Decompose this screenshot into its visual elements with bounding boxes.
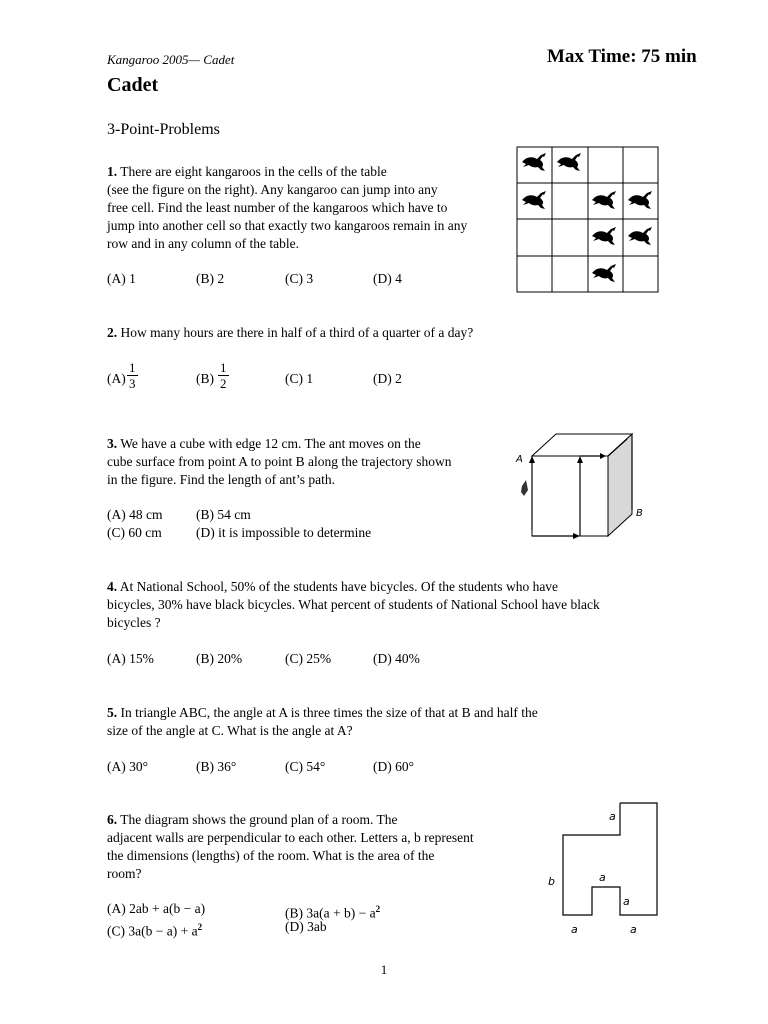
kangaroo-grid-figure	[516, 146, 660, 294]
fraction-numerator: 1	[220, 360, 227, 375]
problem-number: 3.	[107, 436, 118, 451]
option-a: (A) 2ab + a(b − a)	[107, 901, 206, 916]
problem-6-text	[107, 811, 527, 883]
problem-line: cube surface from point A to point B along the trajectory shown	[107, 454, 452, 469]
option-b: (B)	[196, 371, 214, 386]
problem-line: adjacent walls are perpendicular to each other. Letters a, b represent	[107, 830, 474, 845]
option-d: (D) it is impossible to determine	[196, 525, 372, 540]
dimension-label: b	[548, 875, 555, 888]
superscript: 2	[197, 922, 203, 932]
kangaroo-icon	[522, 153, 546, 171]
option-a: (A) 48 cm	[107, 507, 163, 522]
fraction-denominator: 2	[220, 376, 227, 391]
problem-number: 1.	[107, 164, 118, 179]
option-c: (C) 60 cm	[107, 525, 162, 540]
option-b: (B) 20%	[196, 651, 243, 666]
fraction-denominator: 3	[129, 376, 136, 391]
option-a: (A)	[107, 371, 126, 386]
problem-line: We have a cube with edge 12 cm. The ant moves on the	[120, 436, 421, 451]
option-c: (C) 25%	[285, 651, 332, 666]
problem-line: bicycles ?	[107, 615, 161, 630]
option-b-text: (B) 3a(a + b) − a	[285, 905, 376, 921]
problem-line: (see the figure on the right). Any kangaroo can jump into any	[107, 182, 438, 197]
dimension-label: a	[609, 810, 616, 823]
page-number: 1	[380, 962, 388, 977]
problem-number: 4.	[107, 579, 118, 594]
superscript: 2	[375, 904, 381, 914]
problem-line: The diagram shows the ground plan of a room. The	[120, 812, 398, 827]
option-c	[107, 918, 202, 941]
problem-2-text	[107, 324, 473, 342]
dimension-label: a	[599, 871, 606, 884]
problem-number: 6.	[107, 812, 118, 827]
kangaroo-icon	[592, 264, 616, 282]
option-b: (B) 36°	[196, 759, 237, 774]
ant-icon	[521, 480, 528, 496]
problem-line: the dimensions (lengths) of the room. What is the area of the	[107, 848, 435, 863]
kangaroo-icon	[557, 153, 581, 171]
problem-line: bicycles, 30% have black bicycles. What percent of students of National School have black	[107, 597, 600, 612]
option-a: (A) 30°	[107, 759, 149, 774]
option-c: (C) 54°	[285, 759, 326, 774]
problem-line: In triangle ABC, the angle at A is three times the size of that at B and half the	[120, 705, 538, 720]
problem-line: in the figure. Find the length of ant’s path.	[107, 472, 335, 487]
fraction-one-third	[127, 360, 138, 391]
dimension-label: a	[623, 895, 630, 908]
point-a-label: A	[516, 454, 523, 465]
option-d: (D) 40%	[373, 651, 420, 666]
dimension-label: a	[571, 923, 578, 936]
option-d: (D) 2	[373, 371, 402, 386]
max-time-label: Max Time: 75 min	[547, 46, 697, 67]
problem-line: row and in any column of the table.	[107, 236, 299, 251]
option-b: (B) 54 cm	[196, 507, 251, 522]
problem-line: At National School, 50% of the students have bicycles. Of the students who have	[119, 579, 559, 594]
kangaroo-icon	[592, 227, 616, 245]
problem-number: 5.	[107, 705, 118, 720]
page-title: Cadet	[107, 74, 159, 96]
problem-line: size of the angle at C. What is the angle at A?	[107, 723, 353, 738]
kangaroo-icon	[628, 227, 652, 245]
option-c: (C) 1	[285, 371, 314, 386]
kangaroo-icon	[628, 191, 652, 209]
problem-line: free cell. Find the least number of the kangaroos which have to	[107, 200, 448, 215]
cube-figure	[512, 430, 662, 542]
problem-line: How many hours are there in half of a third of a quarter of a day?	[120, 325, 474, 340]
problem-5-text	[107, 704, 627, 740]
header-subtitle: Kangaroo 2005— Cadet	[107, 52, 235, 67]
room-plan-figure	[540, 800, 670, 938]
point-b-label: B	[636, 508, 643, 519]
problem-line: jump into another cell so that exactly two kangaroos remain in any	[107, 218, 468, 233]
option-a: (A) 1	[107, 271, 136, 286]
problem-line: There are eight kangaroos in the cells of the table	[120, 164, 387, 179]
problem-4-text	[107, 578, 667, 632]
section-heading: 3-Point-Problems	[107, 121, 220, 138]
kangaroo-icon	[522, 191, 546, 209]
option-d: (D) 4	[373, 271, 402, 286]
kangaroo-icon	[592, 191, 616, 209]
option-b: (B) 2	[196, 271, 225, 286]
dimension-label: a	[630, 923, 637, 936]
problem-line: room?	[107, 866, 142, 881]
option-c: (C) 3	[285, 271, 314, 286]
option-d: (D) 3ab	[285, 919, 327, 934]
problem-3-text	[107, 435, 507, 489]
option-c-text: (C) 3a(b − a) + a	[107, 923, 198, 939]
fraction-one-half	[218, 360, 229, 391]
option-d: (D) 60°	[373, 759, 415, 774]
problem-number: 2.	[107, 325, 118, 340]
fraction-numerator: 1	[129, 360, 136, 375]
problem-1-text	[107, 163, 517, 253]
option-a: (A) 15%	[107, 651, 154, 666]
